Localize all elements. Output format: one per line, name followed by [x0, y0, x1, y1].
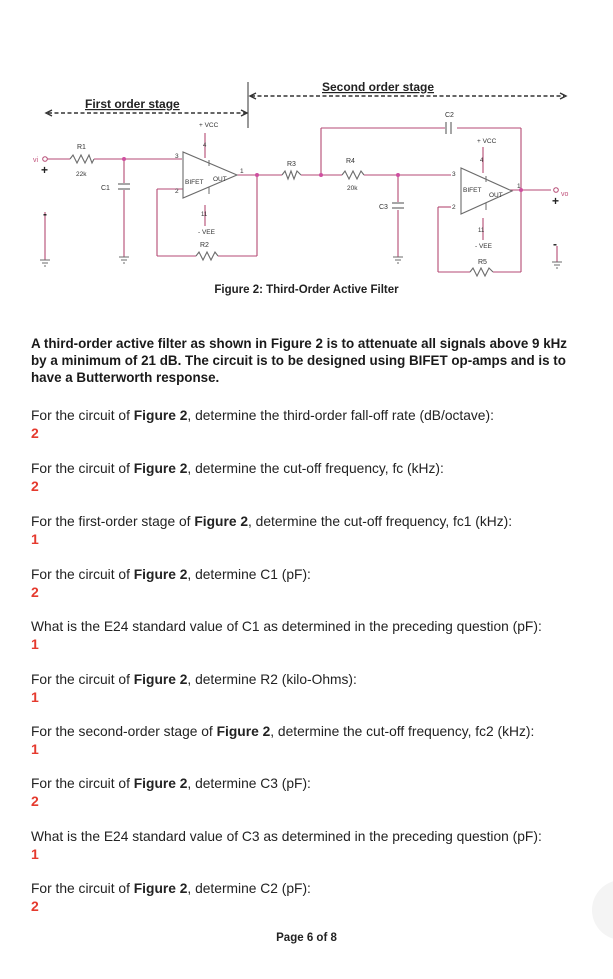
- resistor-r3: [282, 171, 301, 179]
- third-order-filter-schematic: [0, 70, 613, 285]
- ground-load: [552, 262, 562, 268]
- capacitor-c2: [446, 122, 451, 134]
- answer-2: 2: [31, 478, 39, 494]
- capacitor-c1: [118, 184, 130, 189]
- page-number: Page 6 of 8: [276, 932, 337, 944]
- opamp-1-pin3: 3: [175, 153, 179, 160]
- resistor-r2: [196, 252, 218, 260]
- opamp-2-pin1: 1: [517, 183, 521, 190]
- input-label: vi: [33, 157, 39, 164]
- opamp-2-pin3: 3: [452, 171, 456, 178]
- opamp-2-pin4: 4: [480, 158, 484, 164]
- answer-10: 2: [31, 898, 39, 914]
- input-minus: -: [43, 207, 47, 221]
- question-5: What is the E24 standard value of C1 as determined in the preceding question (pF): 1: [31, 618, 591, 653]
- opamp-1-out: OUT: [213, 176, 227, 183]
- c2-label: C2: [445, 112, 454, 119]
- r5-label: R5: [478, 259, 487, 266]
- r4-value: 20k: [347, 185, 358, 192]
- output-label: vo: [561, 191, 569, 198]
- question-7: For the second-order stage of Figure 2, determine the cut-off frequency, fc2 (kHz): 1: [31, 723, 591, 758]
- answer-8: 2: [31, 793, 39, 809]
- answer-9: 1: [31, 846, 39, 862]
- ground-c1: [119, 257, 129, 263]
- input-plus: +: [41, 163, 49, 177]
- input-terminal: [43, 157, 48, 162]
- question-1: For the circuit of Figure 2, determine the third-order fall-off rate (dB/octave): 2: [31, 407, 591, 442]
- question-9: What is the E24 standard value of C3 as determined in the preceding question (pF): 1: [31, 828, 591, 863]
- ground-c3: [393, 257, 403, 263]
- opamp-2-out: OUT: [489, 192, 503, 199]
- opamp-1-vee: - VEE: [198, 229, 215, 236]
- opamp-2-type: BIFET: [463, 187, 482, 194]
- opamp-1-vcc: + VCC: [199, 122, 219, 129]
- opamp-1-pin2: 2: [175, 188, 179, 195]
- opamp-2-pin11: 11: [478, 228, 485, 234]
- output-minus: -: [553, 237, 557, 251]
- resistor-r4: [342, 171, 364, 179]
- opamp-2-vee: - VEE: [475, 243, 492, 250]
- question-3: For the first-order stage of Figure 2, determine the cut-off frequency, fc1 (kHz): 1: [31, 513, 591, 548]
- first-stage-label: First order stage: [85, 97, 180, 111]
- output-plus: +: [552, 194, 560, 208]
- opamp-1-pin4: 4: [203, 143, 207, 149]
- ground-source: [40, 260, 50, 266]
- opamp-1-type: BIFET: [185, 179, 204, 186]
- output-terminal: [554, 188, 559, 193]
- r2-label: R2: [200, 242, 209, 249]
- question-2: For the circuit of Figure 2, determine the cut-off frequency, fc (kHz): 2: [31, 460, 591, 495]
- r1-value: 22k: [76, 171, 87, 178]
- opamp-2-pin2: 2: [452, 204, 456, 211]
- figure-caption: Figure 2: Third-Order Active Filter: [214, 284, 399, 296]
- problem-statement: A third-order active filter as shown in Figure 2 is to attenuate all signals above 9 kHz by a minimum of 21 dB. The circuit is to be designed using BIFET op-amps and is to have a Butterworth response.: [31, 336, 568, 385]
- opamp-1: [183, 152, 237, 198]
- answer-5: 1: [31, 636, 39, 652]
- second-stage-label: Second order stage: [322, 80, 435, 94]
- r3-label: R3: [287, 161, 296, 168]
- r4-label: R4: [346, 158, 355, 165]
- answer-4: 2: [31, 584, 39, 600]
- c3-label: C3: [379, 204, 388, 211]
- resistor-r5: [470, 268, 493, 276]
- question-4: For the circuit of Figure 2, determine C1 (pF): 2: [31, 566, 591, 601]
- answer-1: 2: [31, 425, 39, 441]
- opamp-1-pin11: 11: [201, 212, 208, 218]
- opamp-2-vcc: + VCC: [477, 138, 497, 145]
- question-6: For the circuit of Figure 2, determine R2 (kilo-Ohms): 1: [31, 671, 591, 706]
- scroll-button-shadow: [592, 880, 613, 940]
- answer-3: 1: [31, 531, 39, 547]
- r1-label: R1: [77, 144, 86, 151]
- capacitor-c3: [392, 203, 404, 208]
- answer-6: 1: [31, 689, 39, 705]
- c1-label: C1: [101, 185, 110, 192]
- question-8: For the circuit of Figure 2, determine C3 (pF): 2: [31, 775, 591, 810]
- question-10: For the circuit of Figure 2, determine C2 (pF): 2: [31, 880, 591, 915]
- answer-7: 1: [31, 741, 39, 757]
- opamp-1-pin1: 1: [240, 168, 244, 175]
- resistor-r1: [70, 155, 94, 163]
